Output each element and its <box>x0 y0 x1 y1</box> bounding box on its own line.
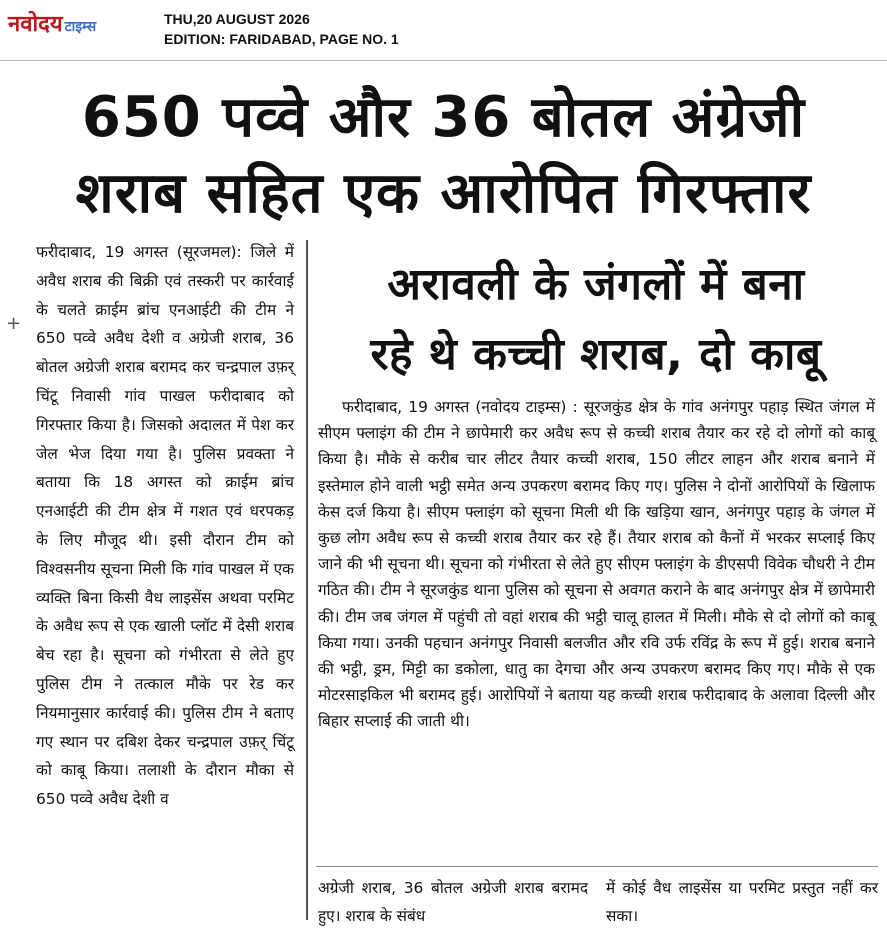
story1-body: फरीदाबाद, 19 अगस्त (सूरजमल): जिले में अवैध शराब की बिक्री एवं तस्करी पर कार्रवाई के चलते क्राईम ब्रांच एनआईटी की टीम ने 650 पव्वे अवैध देशी व अग्रेजी शराब, 36 बोतल अग्रेजी शराब बरामद कर चन्द्रपाल उफ़र् चिंटू निवासी गांव पाखल फरीदाबाद को गिरफ्तार किया है। जिसको अदालत में पेश कर जेल भेज दिया गया है। पुलिस प्रवक्ता ने बताया कि 18 अगस्त को क्राईम ब्रांच एनआईटी की टीम क्षेत्र में गशत एवं धरपकड़ के लिए मौजूद थी। इसी दौरान टीम को विश्वसनीय सूचना मिली कि गांव पाखल में एक व्यक्ति बिना किसी वैध लाइसेंस अथवा परमिट के अवैध रूप से एक खाली प्लॉट में देसी शराब बेच रहा है। सूचना को गंभीरता से लेते हुए पुलिस टीम ने तत्काल मौके पर रेड कर नियमानुसार कार्रवाई की। पुलिस टीम ने बताए गए स्थान पर दबिश देकर चन्द्रपाल उफ़र् चिंटू को काबू किया। तलाशी के दौरान मौका से 650 पव्वे अवैध देशी व <box>36 243 294 809</box>
story1-continuation-right: में कोई वैध लाइसेंस या परमिट प्रस्तुत नहीं कर सका। <box>606 879 878 925</box>
edition-page: EDITION: FARIDABAD, PAGE NO. 1 <box>164 31 399 47</box>
crosshair-mark-icon: + <box>6 313 22 334</box>
newspaper-logo <box>8 8 97 37</box>
issue-date: THU,20 AUGUST 2026 <box>164 11 310 27</box>
story2-body: फरीदाबाद, 19 अगस्त (नवोदय टाइम्स) : सूरजकुंड क्षेत्र के गांव अनंगपुर पहाड़ स्थित जंगल में सीएम फ्लाइंग की टीम ने छापेमारी कर अवैध रूप से कच्ची शराब तैयार कर रहे दो लोगों को काबू किया है। मौके से करीब चार लीटर तैयार कच्ची शराब, 150 लीटर लाहन और शराब बनाने में इस्तेमाल होने वाली भट्ठी समेत अन्य उपकरण बरामद किए गए। पुलिस ने दोनों आरोपियों के खिलाफ केस दर्ज किया है। सीएम फ्लाइंग को सूचना मिली थी कि खड़िया खान, अनंगपुर पहाड़ के जंगल में कुछ लोग अवैध रूप से कच्ची शराब तैयार कर रहे हैं। तैयार शराब को कैनों में भरकर सप्लाई किए जाने की भी सूचना थी। सूचना को गंभीरता से लेते हुए सीएम फ्लाइंग के डीएसपी विवेक चौधरी ने टीम गठित की। टीम ने सूरजकुंड थाना पुलिस को सूचना से अवगत कराने के बाद अनंगपुर क्षेत्र में छापेमारी की। टीम जब जंगल में पहुंची तो वहां शराब की भट्ठी चालू हालत में मिली। मौके से दो लोगों को काबू किया गया। उनकी पहचान अनंगपुर निवासी बलजीत और रवि उर्फ रविंद्र के रूप में हुई। शराब बनाने की भट्ठी, ड्रम, मिट्टी का डकोला, धातु का देगचा और अन्य उपकरण बरामद किए गए। मौके से एक मोटरसाइकिल भी बरामद हुई। आरोपियों ने बताया यह कच्ची शराब फरीदाबाद के अलावा दिल्ली और बिहार सप्लाई की जाती थी। <box>318 398 875 731</box>
column-divider <box>306 240 308 920</box>
masthead <box>0 0 887 60</box>
story1-headline-line1: 650 पव्वे और 36 बोतल अंग्रेजी <box>81 85 806 150</box>
story2-bottom-divider <box>316 866 878 867</box>
story2-headline <box>316 250 876 390</box>
masthead-divider <box>0 60 887 61</box>
logo-times-text: टाइम्स <box>64 19 97 35</box>
story2-headline-line1: अरावली के जंगलों में बना <box>387 259 805 310</box>
story1-continuation-left: अग्रेजी शराब, 36 बोतल अग्रेजी शराब बरामद हुए। शराब के संबंध <box>318 879 588 925</box>
story2-headline-line2: रहे थे कच्ची शराब, दो काबू <box>370 329 822 380</box>
story1-headline-line2: शराब सहित एक आरोपित गिरफ्तार <box>75 161 812 226</box>
story1-body-column <box>36 238 294 814</box>
story1-headline <box>0 80 887 232</box>
logo-hindi-text: नवोदय <box>8 12 63 37</box>
edition-meta <box>164 9 399 49</box>
